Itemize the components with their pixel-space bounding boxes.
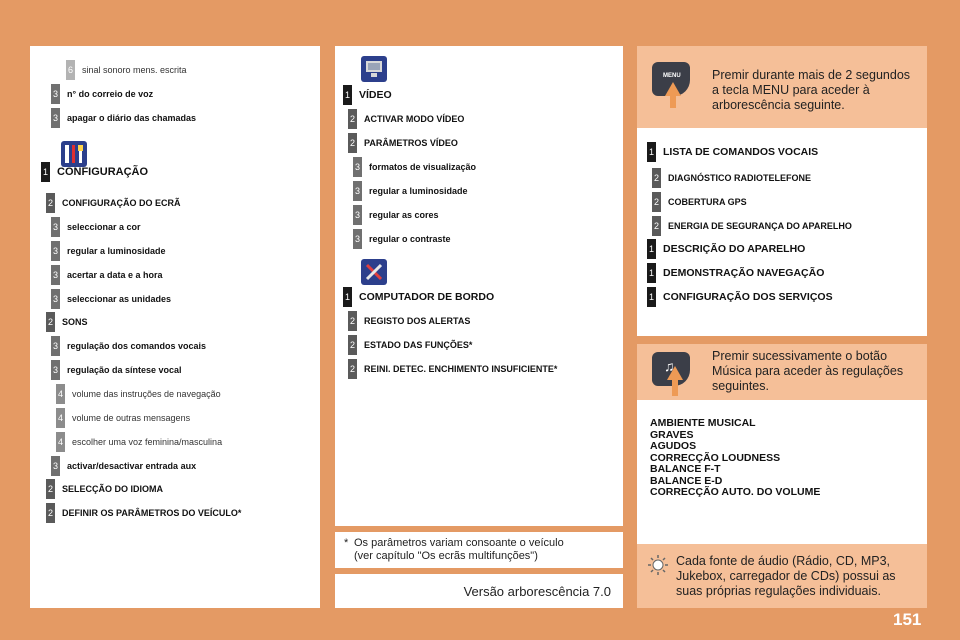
item-label: LISTA DE COMANDOS VOCAIS [663,146,819,158]
level-badge: 3 [51,336,60,356]
list-item [51,240,166,262]
level-badge: 2 [348,109,357,129]
item-label: sinal sonoro mens. escrita [82,65,187,75]
level-badge: 1 [41,162,50,182]
level-badge: 3 [353,157,362,177]
level-badge: 2 [652,168,661,188]
list-item [51,107,196,129]
item-label: ACTIVAR MODO VÍDEO [364,114,465,124]
item-label: ENERGIA DE SEGURANÇA DO APARELHO [668,221,852,231]
list-item [353,180,468,202]
level-badge: 1 [647,239,656,259]
list-item [348,132,458,154]
level-badge: 2 [348,133,357,153]
services-menu-panel [637,46,927,336]
level-badge: 2 [348,359,357,379]
menu-key-label: MENU [663,73,681,79]
item-label: regular o contraste [369,234,451,244]
item-label: DIAGNÓSTICO RADIOTELEFONE [668,173,812,183]
list-item [51,359,182,381]
tip-line-2: Jukebox, carregador de CDs) possui as [676,569,896,583]
level-badge: 3 [51,84,60,104]
list-item [51,288,171,310]
item-label: DEMONSTRAÇÃO NAVEGAÇÃO [663,267,825,279]
list-item [41,161,148,183]
list-item [46,311,88,333]
item-label: DESCRIÇÃO DO APARELHO [663,243,806,255]
tip-box [637,544,927,608]
tip-line-3: suas próprias regulações individuais. [676,584,881,598]
level-badge: 2 [652,192,661,212]
item-label: regular a luminosidade [369,186,468,196]
item-label: ESTADO DAS FUNÇÕES* [364,340,473,350]
list-item [353,228,451,250]
level-badge: 3 [353,205,362,225]
item-label: VÍDEO [359,89,392,101]
list-item [343,84,392,106]
audio-setting: CORRECÇÃO LOUDNESS [650,451,781,464]
item-label: COMPUTADOR DE BORDO [359,291,495,303]
item-label: regulação dos comandos vocais [67,341,207,351]
list-item [353,156,476,178]
list-item [51,83,153,105]
footnote-line-1: Os parâmetros variam consoante o veículo [354,537,564,549]
list-item [56,407,190,429]
version-label: Versão arborescência 7.0 [463,584,611,599]
page-number: 151 [893,610,922,629]
item-label: SELECÇÃO DO IDIOMA [62,484,164,494]
audio-setting: BALANCE F-T [650,463,721,475]
video-icon [361,56,387,82]
audio-setting: AGUDOS [650,440,697,452]
item-label: PARÂMETROS VÍDEO [364,138,458,148]
level-badge: 3 [51,217,60,237]
item-label: volume das instruções de navegação [72,389,221,399]
level-badge: 2 [46,503,55,523]
footnote-star: * [344,537,349,549]
level-badge: 1 [647,142,656,162]
item-label: DEFINIR OS PARÂMETROS DO VEÍCULO* [62,508,242,518]
level-badge: 3 [51,265,60,285]
item-label: COBERTURA GPS [668,197,747,207]
list-item [647,238,805,260]
item-label: activar/desactivar entrada aux [67,461,197,471]
item-label: REGISTO DOS ALERTAS [364,316,471,326]
music-instruction-line-2: Música para aceder às regulações [712,364,904,378]
level-badge: 2 [46,193,55,213]
item-label: REINI. DETEC. ENCHIMENTO INSUFICIENTE* [364,364,558,374]
level-badge: 3 [51,289,60,309]
level-badge: 1 [343,287,352,307]
list-item [51,335,206,357]
list-item [46,478,163,500]
trip-computer-icon [361,259,387,285]
list-item [51,216,141,238]
list-item [652,167,811,189]
level-badge: 2 [46,479,55,499]
list-item [647,141,818,163]
level-badge: 6 [66,60,75,80]
level-badge: 2 [46,312,55,332]
list-item [56,383,221,405]
lightbulb-icon [647,554,669,576]
level-badge: 1 [647,263,656,283]
audio-setting: CORRECÇÃO AUTO. DO VOLUME [650,486,821,498]
tip-line-1: Cada fonte de áudio (Rádio, CD, MP3, [676,554,891,568]
list-item [56,431,222,453]
item-label: acertar a data e a hora [67,270,163,280]
item-label: CONFIGURAÇÃO [57,166,149,178]
audio-settings-panel [637,344,927,608]
middle-menu-panel [335,46,623,526]
level-badge: 3 [353,229,362,249]
level-badge: 4 [56,432,65,452]
list-item [348,334,472,356]
item-label: seleccionar a cor [67,222,141,232]
version-box [335,574,623,608]
list-item [647,286,833,308]
level-badge: 3 [51,241,60,261]
up-arrow-icon [665,82,681,96]
list-item [348,358,557,380]
audio-settings-list [650,418,820,499]
item-label: CONFIGURAÇÃO DO ECRÃ [62,198,181,208]
list-item [46,502,241,524]
item-label: apagar o diário das chamadas [67,113,197,123]
list-item [348,310,470,332]
level-badge: 4 [56,384,65,404]
item-label: seleccionar as unidades [67,294,172,304]
item-label: volume de outras mensagens [72,413,191,423]
audio-setting: GRAVES [650,428,694,441]
footnote-box [335,532,623,568]
level-badge: 4 [56,408,65,428]
music-note-icon: ♫ [664,358,675,374]
item-label: SONS [62,317,88,327]
audio-setting: BALANCE E-D [650,474,723,487]
arrow-stem [672,379,678,396]
item-label: n° do correio de voz [67,89,154,99]
level-badge: 2 [348,335,357,355]
footnote-line-2: (ver capítulo "Os ecrãs multifunções") [354,550,538,562]
level-badge: 2 [348,311,357,331]
menu-instruction-line-2: a tecla MENU para aceder à [712,83,870,97]
list-item [348,108,464,130]
menu-instruction-line-3: arborescência seguinte. [712,98,845,112]
left-menu-panel [30,46,320,608]
level-badge: 3 [51,456,60,476]
item-label: regular as cores [369,210,439,220]
menu-instruction-line-1: Premir durante mais de 2 segundos [712,68,911,82]
list-item [647,262,824,284]
list-item [353,204,439,226]
list-item [51,455,196,477]
level-badge: 3 [51,360,60,380]
level-badge: 3 [51,108,60,128]
list-item [652,191,747,213]
audio-setting: AMBIENTE MUSICAL [650,417,756,429]
level-badge: 2 [652,216,661,236]
list-item [66,59,187,81]
music-instruction-line-1: Premir sucessivamente o botão [712,349,888,363]
music-instruction-line-3: seguintes. [712,379,769,393]
item-label: CONFIGURAÇÃO DOS SERVIÇOS [663,291,833,303]
item-label: regular a luminosidade [67,246,166,256]
item-label: regulação da síntese vocal [67,365,182,375]
level-badge: 1 [343,85,352,105]
level-badge: 3 [353,181,362,201]
level-badge: 1 [647,287,656,307]
list-item [652,215,852,237]
list-item [343,286,494,308]
list-item [51,264,163,286]
item-label: escolher uma voz feminina/masculina [72,437,223,447]
item-label: formatos de visualização [369,162,477,172]
up-arrow-icon [667,366,683,380]
arrow-stem [670,95,676,108]
list-item [46,192,181,214]
